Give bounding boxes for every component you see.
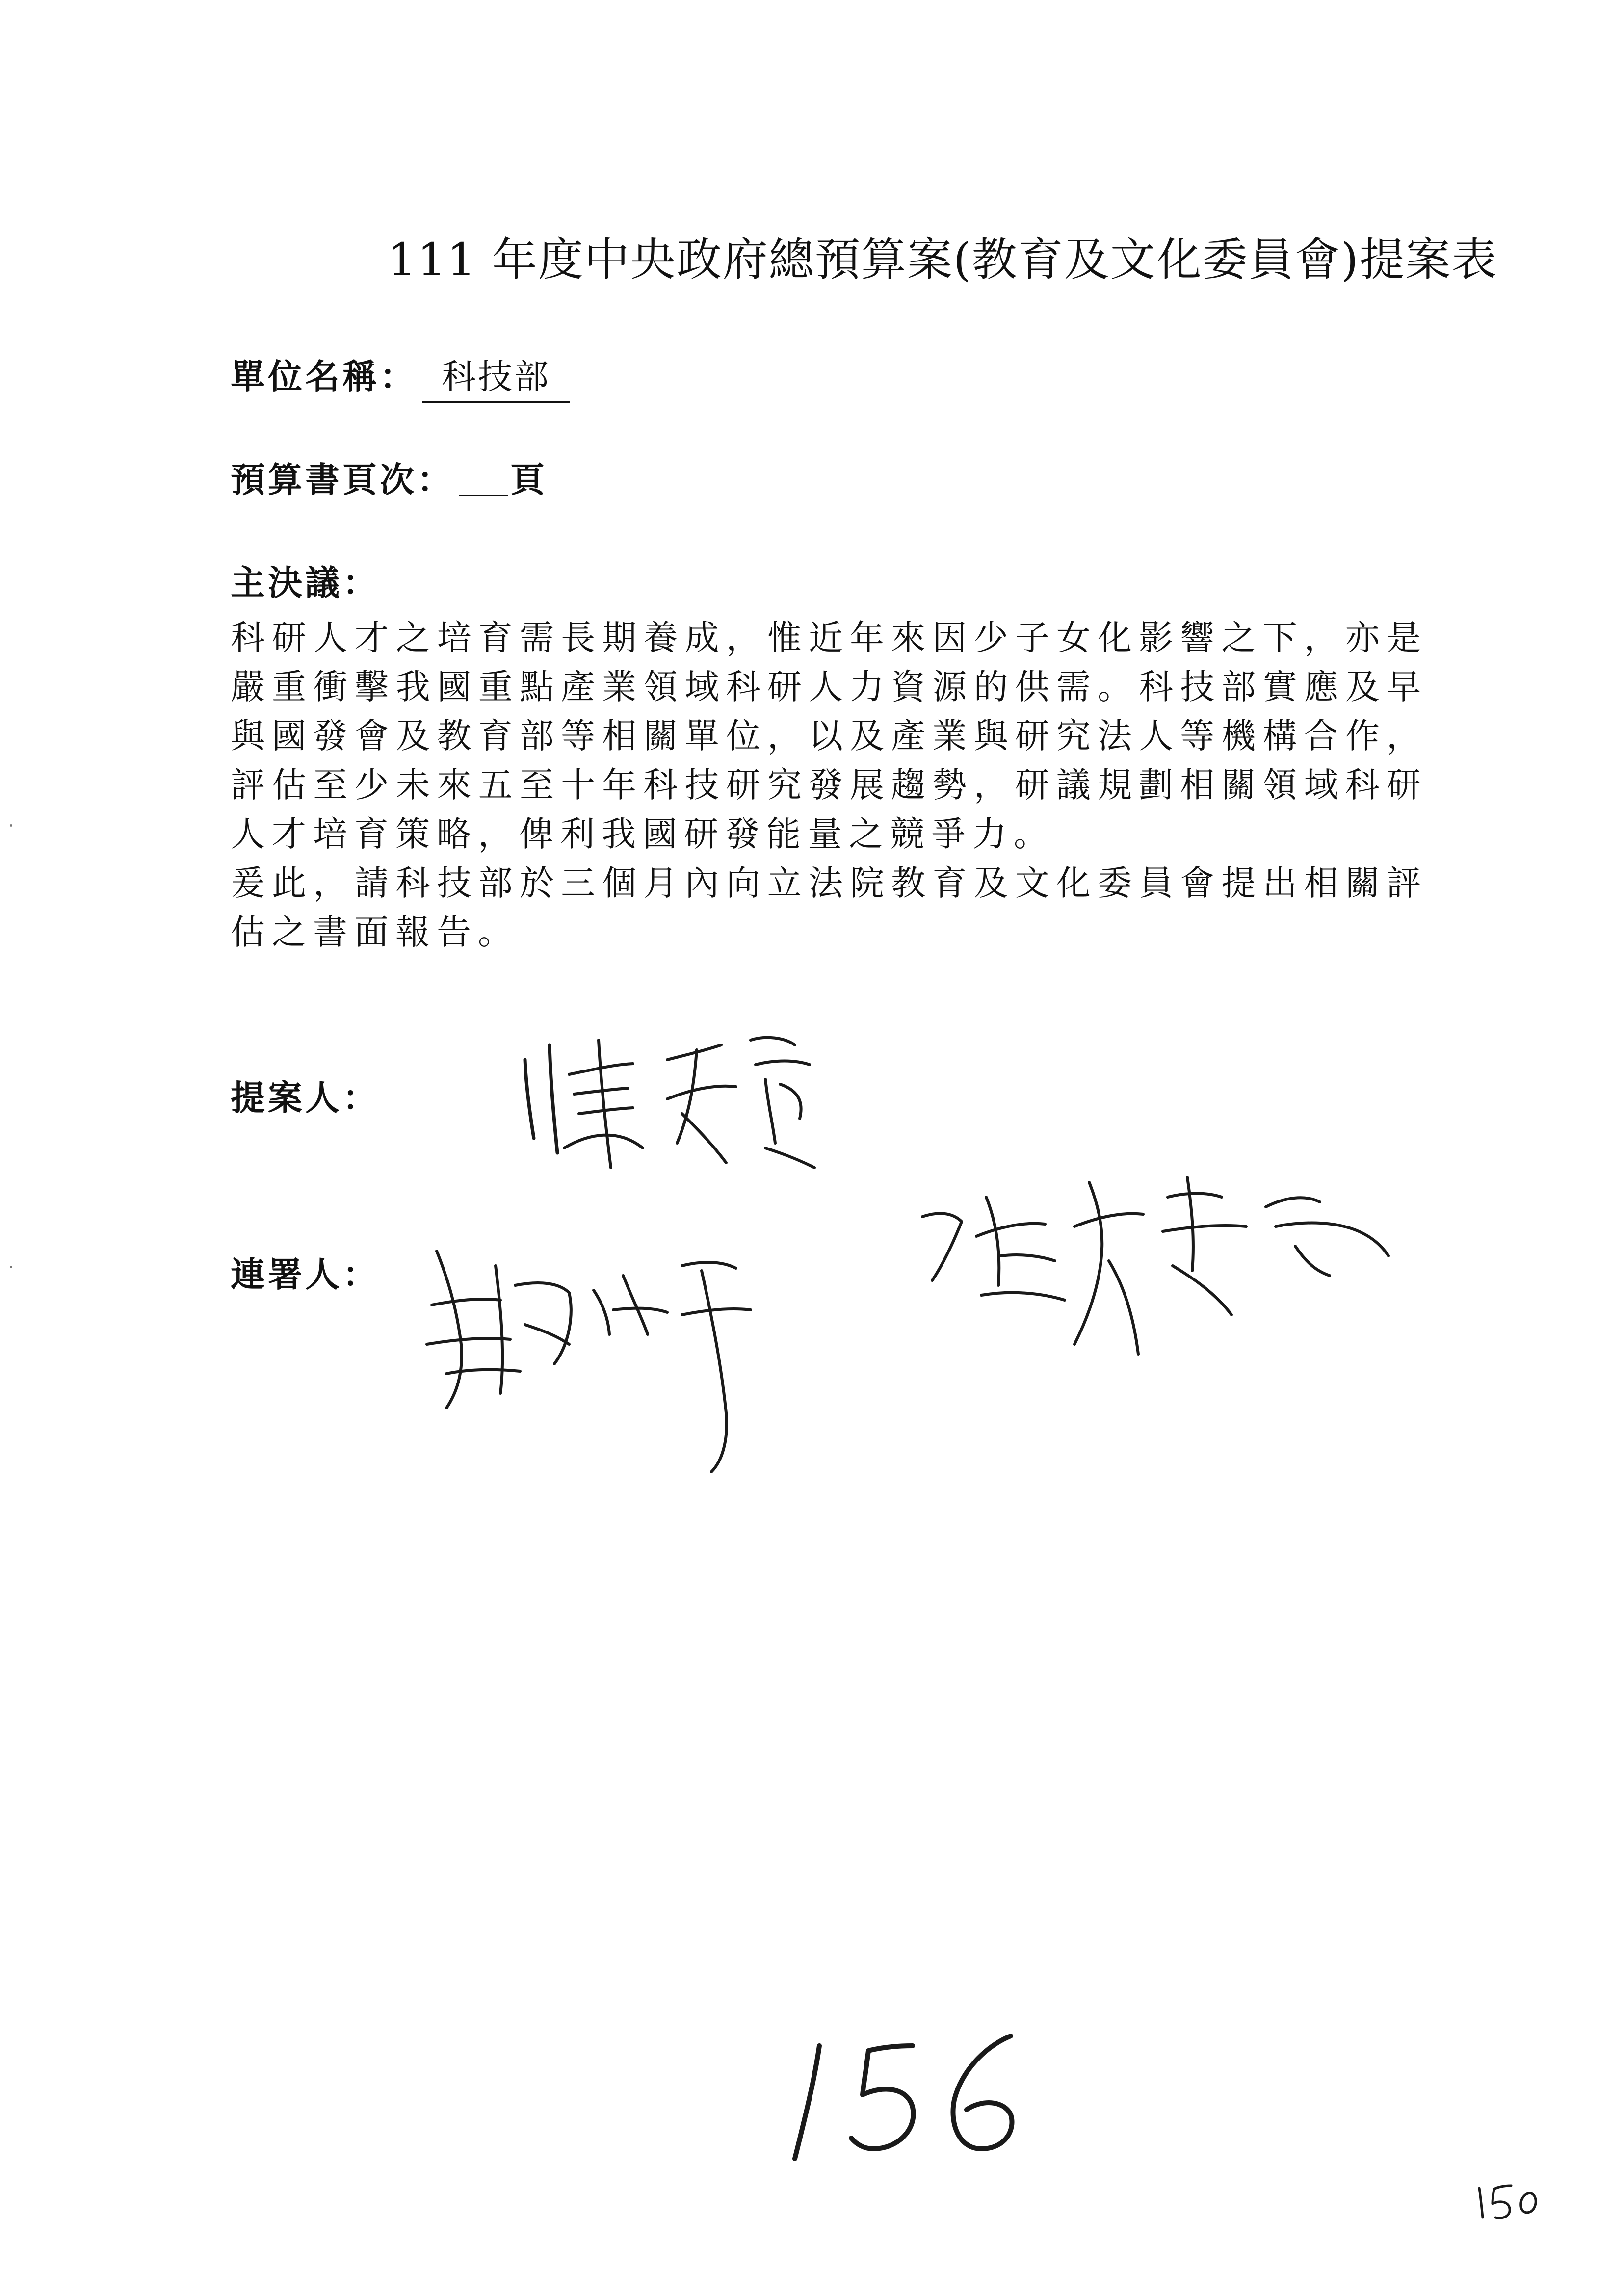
scan-speck [10,1266,12,1268]
cosigner-label: 連署人： [231,1254,380,1295]
resolution-paragraph: 科研人才之培育需長期養成，惟近年來因少子女化影響之下，亦是嚴重衝擊我國重點產業領域科研人力資源的供需。科技部實應及早與國發會及教育部等相關單位，以及產業與研究法人等機構合作，評估至少未來五至十年科技研究發展趨勢，研議規劃相關領域科研人才培育策略，俾利我國研發能量之競爭力。 [231,618,1428,854]
cosigner-signature-1 [427,1246,819,1477]
cosigner-signature-2 [913,1168,1403,1383]
budget-page-suffix: 頁 [510,460,548,500]
scan-speck [10,824,12,827]
resolution-body [231,613,1428,957]
document-title: 111 年度中央政府總預算案(教育及文化委員會)提案表 [388,234,1498,286]
unit-name-value: 科技部 [422,353,570,403]
budget-page-label: 預算書頁次： [231,460,454,500]
handwritten-page-number [765,2026,1040,2173]
unit-name-label: 單位名稱： [231,357,417,397]
resolution-heading: 主決議： [231,563,380,603]
unit-name-row [231,353,570,403]
budget-page-row [231,456,548,503]
resolution-paragraph: 爰此，請科技部於三個月內向立法院教育及文化委員會提出相關評估之書面報告。 [231,863,1428,952]
proposer-signature [520,1030,834,1177]
small-page-number [1472,2178,1550,2222]
budget-page-blank [459,460,508,496]
proposer-label: 提案人： [231,1078,380,1118]
